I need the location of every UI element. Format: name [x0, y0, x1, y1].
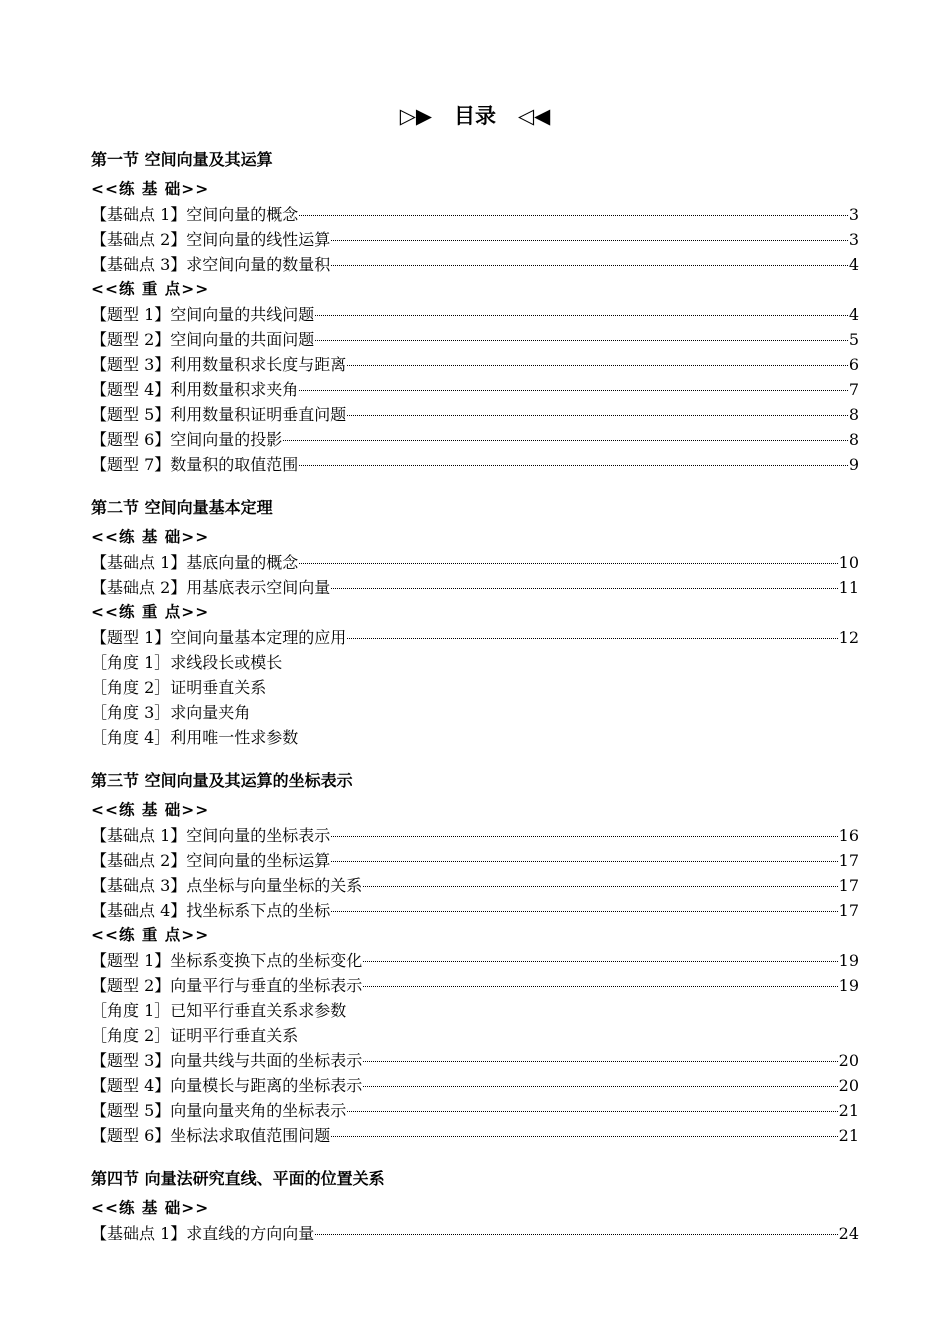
entry-page-number: 20 [838, 1076, 859, 1095]
entry-tag: 【题型 6】 [91, 430, 171, 449]
toc-content [91, 147, 859, 1264]
entry-tag: ［角度 2］ [91, 678, 171, 697]
entry-tag: 【题型 2】 [91, 330, 171, 349]
entry-page-number: 3 [848, 205, 859, 224]
dot-leader [299, 389, 848, 391]
dot-leader [347, 364, 848, 366]
entry-label: 空间向量的线性运算 [186, 230, 331, 249]
entry-label: 数量积的取值范围 [170, 455, 299, 474]
entry-label: 向量平行与垂直的坐标表示 [170, 976, 363, 995]
entry-tag: 【题型 2】 [91, 976, 171, 995]
toc-section [91, 147, 859, 477]
toc-entry[interactable] [91, 1098, 859, 1123]
toc-entry[interactable] [91, 1023, 859, 1048]
dot-leader [331, 264, 848, 266]
title-left-marks: ▷▶ [399, 104, 432, 128]
toc-entry[interactable] [91, 202, 859, 227]
dot-leader [347, 414, 848, 416]
entry-tag: 【基础点 2】 [91, 851, 187, 870]
entry-tag: 【基础点 3】 [91, 876, 187, 895]
dot-leader [363, 1060, 837, 1062]
entry-label: 基底向量的概念 [186, 553, 299, 572]
group-heading: <<练 基 础>> [91, 528, 210, 546]
dot-leader [363, 1085, 837, 1087]
entry-page-number: 17 [838, 901, 859, 920]
dot-leader [363, 960, 837, 962]
entry-page-number: 4 [848, 305, 859, 324]
dot-leader [363, 885, 837, 887]
entry-tag: ［角度 4］ [91, 728, 171, 747]
entry-tag: 【题型 5】 [91, 405, 171, 424]
entry-page-number: 17 [838, 851, 859, 870]
title-right-marks: ◁◀ [518, 104, 551, 128]
group-heading: <<练 重 点>> [91, 603, 210, 621]
entry-label: 空间向量的概念 [186, 205, 299, 224]
toc-entry[interactable] [91, 675, 859, 700]
entry-label: 空间向量基本定理的应用 [170, 628, 347, 647]
entry-tag: 【基础点 1】 [91, 1224, 187, 1243]
toc-section [91, 768, 859, 1148]
dot-leader [299, 562, 837, 564]
toc-entry[interactable] [91, 327, 859, 352]
entry-tag: 【基础点 1】 [91, 205, 187, 224]
entry-label: 利用数量积求长度与距离 [170, 355, 347, 374]
entry-label: 利用数量积证明垂直问题 [170, 405, 347, 424]
toc-entry[interactable] [91, 700, 859, 725]
toc-entry[interactable] [91, 1221, 859, 1246]
entry-tag: ［角度 1］ [91, 1001, 171, 1020]
toc-entry[interactable] [91, 948, 859, 973]
entry-label: 证明平行垂直关系 [170, 1026, 299, 1045]
entry-label: 空间向量的坐标运算 [186, 851, 331, 870]
entry-page-number: 21 [838, 1126, 859, 1145]
entry-label: 向量共线与共面的坐标表示 [170, 1051, 363, 1070]
entry-tag: ［角度 2］ [91, 1026, 171, 1045]
entry-tag: ［角度 1］ [91, 653, 171, 672]
section-heading: 第一节 空间向量及其运算 [91, 150, 273, 169]
entry-tag: ［角度 3］ [91, 703, 171, 722]
section-heading: 第三节 空间向量及其运算的坐标表示 [91, 771, 353, 790]
entry-label: 已知平行垂直关系求参数 [170, 1001, 347, 1020]
dot-leader [283, 439, 848, 441]
entry-page-number: 11 [838, 578, 859, 597]
title-text: 目录 [454, 104, 496, 128]
entry-page-number: 8 [848, 430, 859, 449]
dot-leader [331, 587, 837, 589]
entry-page-number: 3 [848, 230, 859, 249]
entry-label: 点坐标与向量坐标的关系 [186, 876, 363, 895]
entry-tag: 【题型 6】 [91, 1126, 171, 1145]
entry-page-number: 21 [838, 1101, 859, 1120]
entry-tag: 【题型 1】 [91, 305, 171, 324]
toc-entry[interactable] [91, 650, 859, 675]
entry-tag: 【基础点 1】 [91, 826, 187, 845]
entry-tag: 【基础点 1】 [91, 553, 187, 572]
toc-section [91, 495, 859, 750]
toc-entry[interactable] [91, 402, 859, 427]
entry-label: 空间向量的投影 [170, 430, 283, 449]
group-heading: <<练 基 础>> [91, 801, 210, 819]
entry-page-number: 16 [838, 826, 859, 845]
toc-section [91, 1166, 859, 1246]
toc-entry[interactable] [91, 575, 859, 600]
dot-leader [347, 637, 837, 639]
entry-label: 向量向量夹角的坐标表示 [170, 1101, 347, 1120]
entry-page-number: 7 [848, 380, 859, 399]
dot-leader [299, 214, 848, 216]
entry-label: 向量模长与距离的坐标表示 [170, 1076, 363, 1095]
toc-entry[interactable] [91, 898, 859, 923]
entry-label: 求向量夹角 [170, 703, 251, 722]
entry-tag: 【基础点 4】 [91, 901, 187, 920]
entry-label: 利用数量积求夹角 [170, 380, 299, 399]
toc-title [0, 101, 950, 131]
dot-leader [315, 314, 848, 316]
dot-leader [315, 339, 848, 341]
entry-tag: 【题型 7】 [91, 455, 171, 474]
entry-page-number: 4 [848, 255, 859, 274]
toc-entry[interactable] [91, 427, 859, 452]
entry-label: 坐标系变换下点的坐标变化 [170, 951, 363, 970]
entry-page-number: 19 [838, 976, 859, 995]
toc-entry[interactable] [91, 848, 859, 873]
entry-label: 空间向量的坐标表示 [186, 826, 331, 845]
dot-leader [331, 835, 837, 837]
toc-entry[interactable] [91, 1073, 859, 1098]
toc-entry[interactable] [91, 452, 859, 477]
entry-tag: 【题型 3】 [91, 1051, 171, 1070]
toc-entry[interactable] [91, 725, 859, 750]
dot-leader [331, 239, 848, 241]
entry-tag: 【题型 4】 [91, 380, 171, 399]
dot-leader [299, 464, 848, 466]
entry-page-number: 9 [848, 455, 859, 474]
entry-label: 找坐标系下点的坐标 [186, 901, 331, 920]
group-heading: <<练 重 点>> [91, 926, 210, 944]
toc-entry[interactable] [91, 1048, 859, 1073]
entry-tag: 【题型 4】 [91, 1076, 171, 1095]
toc-entry[interactable] [91, 352, 859, 377]
entry-label: 利用唯一性求参数 [170, 728, 299, 747]
dot-leader [315, 1233, 837, 1235]
entry-tag: 【基础点 2】 [91, 230, 187, 249]
section-heading: 第四节 向量法研究直线、平面的位置关系 [91, 1169, 385, 1188]
entry-label: 求直线的方向向量 [186, 1224, 315, 1243]
entry-label: 求线段长或模长 [170, 653, 283, 672]
entry-page-number: 6 [848, 355, 859, 374]
entry-page-number: 5 [848, 330, 859, 349]
group-heading: <<练 基 础>> [91, 1199, 210, 1217]
toc-entry[interactable] [91, 550, 859, 575]
entry-tag: 【题型 1】 [91, 951, 171, 970]
entry-label: 证明垂直关系 [170, 678, 267, 697]
dot-leader [363, 985, 837, 987]
toc-entry[interactable] [91, 227, 859, 252]
entry-page-number: 17 [838, 876, 859, 895]
toc-entry[interactable] [91, 625, 859, 650]
toc-entry[interactable] [91, 973, 859, 998]
group-heading: <<练 基 础>> [91, 180, 210, 198]
entry-page-number: 12 [838, 628, 859, 647]
dot-leader [331, 1135, 837, 1137]
entry-tag: 【题型 5】 [91, 1101, 171, 1120]
entry-label: 坐标法求取值范围问题 [170, 1126, 331, 1145]
toc-entry[interactable] [91, 873, 859, 898]
section-heading: 第二节 空间向量基本定理 [91, 498, 273, 517]
entry-tag: 【题型 1】 [91, 628, 171, 647]
toc-entry[interactable] [91, 252, 859, 277]
entry-tag: 【基础点 3】 [91, 255, 187, 274]
toc-entry[interactable] [91, 1123, 859, 1148]
entry-label: 用基底表示空间向量 [186, 578, 331, 597]
entry-page-number: 24 [838, 1224, 859, 1243]
toc-entry[interactable] [91, 823, 859, 848]
dot-leader [331, 860, 837, 862]
dot-leader [347, 1110, 837, 1112]
entry-label: 求空间向量的数量积 [186, 255, 331, 274]
group-heading: <<练 重 点>> [91, 280, 210, 298]
entry-label: 空间向量的共线问题 [170, 305, 315, 324]
toc-entry[interactable] [91, 377, 859, 402]
entry-page-number: 20 [838, 1051, 859, 1070]
entry-tag: 【基础点 2】 [91, 578, 187, 597]
toc-entry[interactable] [91, 302, 859, 327]
entry-label: 空间向量的共面问题 [170, 330, 315, 349]
entry-tag: 【题型 3】 [91, 355, 171, 374]
toc-entry[interactable] [91, 998, 859, 1023]
entry-page-number: 19 [838, 951, 859, 970]
dot-leader [331, 910, 837, 912]
entry-page-number: 10 [838, 553, 859, 572]
entry-page-number: 8 [848, 405, 859, 424]
